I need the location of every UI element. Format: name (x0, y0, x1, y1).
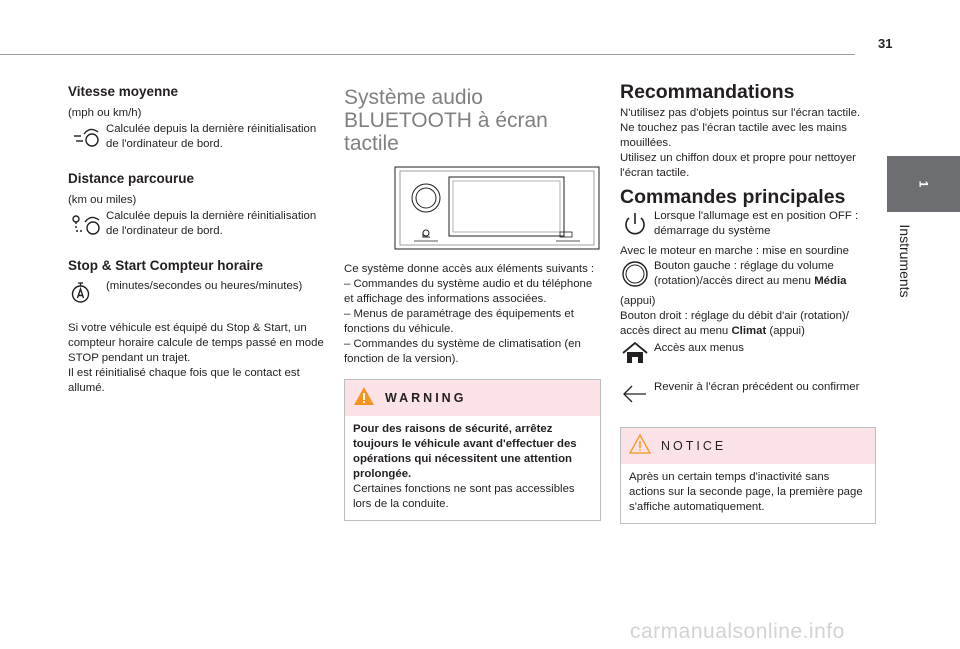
section-label: Instruments (897, 224, 913, 298)
notice-text: Après un certain temps d'inactivité sans actions sur la seconde page, la première page s'affiche automatiquement. (629, 471, 863, 513)
notice-body (621, 464, 875, 523)
stop-start-icon (68, 279, 106, 314)
column-1 (68, 84, 328, 396)
audio-item-3: – Commandes du système de climatisation (en fonction de la version). (344, 338, 581, 365)
knob-icon (620, 259, 654, 294)
warning-box (344, 379, 601, 521)
right-knob-climat: Climat (731, 325, 767, 337)
notice-box (620, 427, 876, 524)
audio-system-title (344, 86, 600, 155)
audio-title-line-2: BLUETOOTH à écran (344, 109, 548, 132)
page-number: 31 (878, 36, 893, 51)
left-knob-text-a: Bouton gauche : réglage du volume (rotation)/accès direct au menu (654, 260, 834, 287)
column-3 (620, 81, 876, 524)
stop-start-body2: Il est réinitialisé chaque fois que le contact est allumé. (68, 367, 300, 394)
left-knob-media: Média (814, 275, 847, 287)
touchscreen-illustration (394, 166, 600, 250)
distance-unit: (km ou miles) (68, 194, 137, 206)
average-speed-desc: Calculée depuis la dernière réinitialisation de l'ordinateur de bord. (106, 123, 317, 150)
average-speed-unit: (mph ou km/h) (68, 107, 142, 119)
right-knob-text-c: (appui) (766, 325, 805, 337)
warning-bold-text: Pour des raisons de sécurité, arrêtez toujours le véhicule avant d'effectuer des opérations qui nécessitent une attention prolongée. (353, 423, 577, 480)
back-arrow-icon (620, 380, 654, 409)
reco-paragraph-2: Ne touchez pas l'écran tactile avec les mains mouillées. (620, 122, 847, 149)
audio-item-1: – Commandes du système audio et du téléphone et affichage des informations associées. (344, 278, 593, 305)
back-text: Revenir à l'écran précédent ou confirmer (654, 381, 860, 393)
audio-title-line-1: Système audio (344, 86, 483, 109)
notice-header (621, 428, 875, 464)
main-controls-heading: Commandes principales (620, 186, 846, 208)
column-2 (344, 86, 600, 521)
chapter-tab-number: 1 (916, 180, 931, 188)
reco-paragraph-3: Utilisez un chiffon doux et propre pour nettoyer l'écran tactile. (620, 152, 856, 179)
notice-label: NOTICE (661, 438, 727, 453)
warning-header (345, 380, 600, 416)
chapter-tab[interactable] (887, 156, 960, 212)
home-icon (620, 341, 654, 370)
average-speed-icon (68, 122, 106, 157)
distance-heading: Distance parcourue (68, 171, 195, 186)
power-icon (620, 209, 654, 244)
left-knob-text (654, 259, 876, 289)
distance-desc: Calculée depuis la dernière réinitialisation de l'ordinateur de bord. (106, 210, 317, 237)
audio-intro: Ce système donne accès aux éléments suivants : (344, 263, 595, 275)
warning-text: Certaines fonctions ne sont pas accessibles lors de la conduite. (353, 483, 575, 510)
notice-triangle-icon (629, 434, 651, 459)
stop-start-unit: (minutes/secondes ou heures/minutes) (106, 280, 303, 292)
warning-body (345, 416, 600, 520)
power-text: Lorsque l'allumage est en position OFF : démarrage du système (654, 210, 859, 237)
home-text: Accès aux menus (654, 342, 744, 354)
header-rule (0, 54, 855, 55)
audio-item-2: – Menus de paramétrage des équipements et fonctions du véhicule. (344, 308, 574, 335)
audio-title-line-3: tactile (344, 132, 399, 155)
recommendations-heading: Recommandations (620, 81, 795, 103)
right-knob-text (620, 309, 876, 339)
stop-start-heading: Stop & Start Compteur horaire (68, 258, 264, 273)
distance-icon (68, 209, 106, 244)
engine-running-text: Avec le moteur en marche : mise en sourdine (620, 245, 849, 257)
warning-triangle-icon (353, 386, 375, 411)
right-knob-text-a: Bouton droit : réglage du débit d'air (rotation)/ accès direct au menu (620, 310, 849, 337)
reco-paragraph-1: N'utilisez pas d'objets pointus sur l'écran tactile. (620, 107, 861, 119)
average-speed-heading: Vitesse moyenne (68, 84, 179, 99)
watermark: carmanualsonline.info (630, 620, 845, 643)
left-knob-press: (appui) (620, 295, 656, 307)
stop-start-body: Si votre véhicule est équipé du Stop & Start, un compteur horaire calcule de temps passé en mode STOP pendant un trajet. (68, 322, 324, 364)
warning-label: WARNING (385, 390, 467, 405)
